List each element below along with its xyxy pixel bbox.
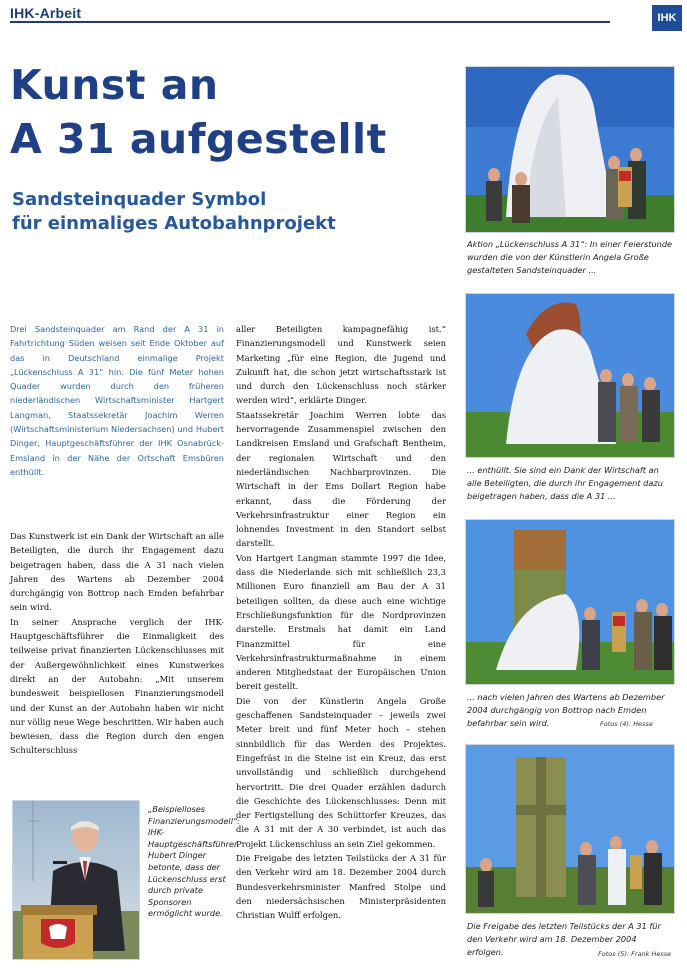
body-paragraph: In seiner Ansprache verglich der IHK-Hauptgeschäftsführer die Einmaligkeit des teilweise privat finanzierten Lückenschlusses mit der Außergewöhnlichkeit eines Kunstwerkes direkt an der Autobahn: „Mit unserem bundesweit beispiellosen Finanzierungsmodell und der Kunst an der Autobahn haben wir nicht nur völlig neue Wege beschritten. Wir haben auch bewiesen, dass die Region durch den engen Schulterschluss [10, 616, 224, 756]
ihk-logo: IHK [652, 5, 682, 31]
body-column-2 [236, 322, 446, 922]
photo-revealed-stone [465, 519, 675, 685]
photo-unveiling-stone [465, 293, 675, 458]
subtitle-line-1: Sandsteinquader Symbol [12, 189, 267, 210]
photo-credit: Fotos (4): Hesse [600, 720, 653, 728]
section-label: IHK-Arbeit [10, 5, 82, 21]
photo-caption: ... nach vielen Jahren des Wartens ab Dezember 2004 durchgängig von Bottrop nach Emden befahrbar sein wird. [467, 692, 665, 728]
header-rule [10, 21, 610, 23]
body-paragraph: aller Beteiligten kampagnefähig ist.“ Finanzierungsmodell und Kunstwerk seien Marketing „für eine Region, die Jugend und Zukunft hat, die schon jetzt wirtschaftsstark ist und durch den Lückenschluss noch stärker werden wird“, erklärte Dinger. [236, 324, 446, 406]
speaker-photo [12, 800, 140, 960]
article-title [10, 58, 460, 166]
body-paragraph: Staatssekretär Joachim Werren lobte das hervorragende Zusammenspiel zwischen den Landkreisen Emsland und Grafschaft Bentheim, der regionalen Wirtschaft und den niederländischen Nachbarprovinzen. Die Wirtschaft in der Ems Dollart Region habe erkannt, dass die Förderung der Verkehrsinfrastruktur einer Region ein lohnendes Investment in den Standort selbst darstellt. [236, 409, 446, 549]
body-column-1 [10, 529, 224, 758]
article-subtitle [12, 188, 462, 236]
photo-stone-crowd [465, 744, 675, 914]
body-paragraph: Das Kunstwerk ist ein Dank der Wirtschaft an alle Beteiligten, die durch ihr Engagement dazu beigetragen haben, dass die A 31 nach vielen Jahren des Wartens ab Dezember 2004 durchgängig von Bottrop nach Emden befahrbar sein wird. [10, 531, 224, 613]
photo-credit: Fotos (5): Frank Hesse [598, 950, 672, 958]
body-paragraph: Von Hartgert Langman stammte 1997 die Idee, dass die Niederlande sich mit schließlich 23,3 Millionen Euro finanziell am Bau der A 31 beteiligen sollten, da diese auch eine wichtige Erschließungsfunktion für die Nordprovinzen darstelle. Erstmals hat damit ein Land Finanzmittel für eine Verkehrsinfrastrukturmaßnahme in einem anderen Mitgliedstaat der Europäischen Union bereit gestellt. [236, 552, 446, 692]
lead-paragraph: Drei Sandsteinquader am Rand der A 31 in Fahrtrichtung Süden weisen seit Ende Oktober auf das in Deutschland einmalige Projekt „Lückenschluss A 31“ hin. Die fünf Meter hohen Quader wurden durch den früheren niederländischen Wirtschaftsminister Hartgert Langman, Staatssekretär Joachim Werren (Wirtschaftsministerium Niedersachsen) und Hubert Dinger, Hauptgeschäftsführer der IHK Osnabrück-Emsland in der Nähe der Ortschaft Emsbüren enthüllt. [10, 324, 224, 477]
subtitle-line-2: für einmaliges Autobahnprojekt [12, 213, 336, 234]
body-paragraph: Die von der Künstlerin Angela Große geschaffenen Sandsteinquader – jeweils zwei Meter breit und fünf Meter hoch – stehen sinnbildlich für das Werden des Projektes. Eingefräst in die Steine ist ein Kreuz, das erst unvollständig und schließlich durchgehend hervortritt. Die drei Quader erzählen dadurch die Geschichte des Lückenschlusses: Denn mit der Fertigstellung des Schüttorfer Kreuzes, das die A 31 mit der A 30 verbindet, ist auch das Projekt Lückenschluss an sein Ziel gekommen. [236, 695, 446, 849]
photo-veiled-stone [465, 66, 675, 233]
title-line-1: Kunst an [10, 61, 219, 109]
photo-caption: Aktion „Lückenschluss A 31“: In einer Feierstunde wurden die von der Künstlerin Angela Große gestalteten Sandsteinquader ... [467, 239, 673, 275]
photo-caption: ... enthüllt. Sie sind ein Dank der Wirtschaft an alle Beteiligten, die durch ihr Engagement dazu beigetragen haben, dass die A 31 ... [467, 465, 663, 501]
photo-caption: Die Freigabe des letzten Teilstücks der A 31 für den Verkehr wird am 18. Dezember 2004 erfolgen. [467, 921, 661, 957]
body-paragraph: Die Freigabe des letzten Teilstücks der A 31 für den Verkehr wird am 18. Dezember 2004 durch Bundesverkehrsminister Manfred Stolpe und den niedersächsischen Ministerpräsidenten Christian Wulff erfolgen. [236, 852, 446, 921]
title-line-2: A 31 aufgestellt [10, 115, 387, 163]
speaker-photo-caption: „Beispielloses Finanzierungsmodell“: IHK-Hauptgeschäftsführer Hubert Dinger betonte, dass der Lückenschluss erst durch private Sponsoren ermöglicht wurde. [148, 804, 240, 919]
